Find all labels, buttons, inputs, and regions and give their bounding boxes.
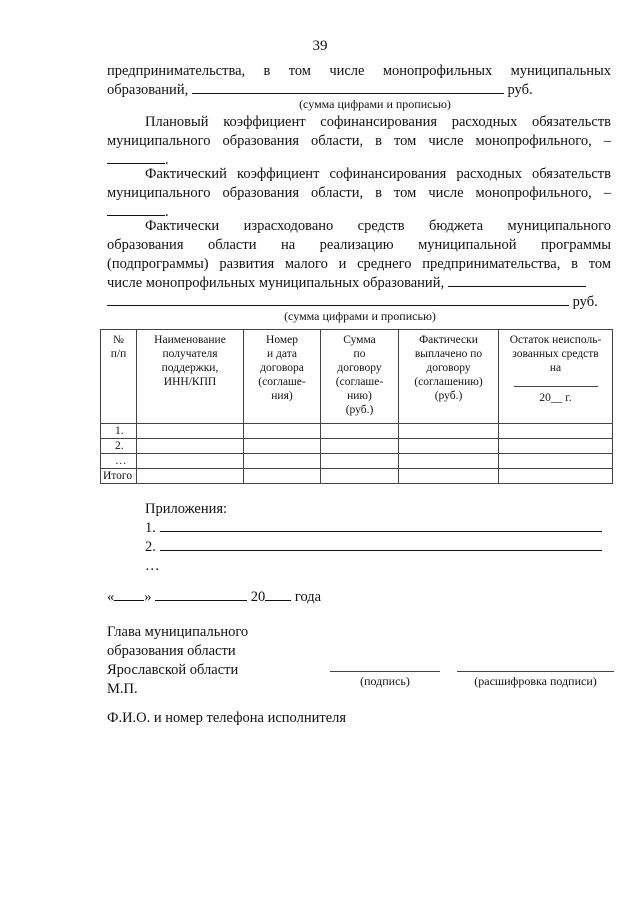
para3-line2: муниципального образования области, в том числе монопрофильного, – [107, 185, 611, 201]
signature-decode-blank [457, 671, 614, 672]
amount-blank-1 [192, 81, 504, 94]
amount-blank-2b [107, 293, 569, 306]
col-header-remainder: Остаток неисполь- зованных средств на 20__ г. [499, 330, 613, 424]
para1-line1: предпринимательства, в том числе монопрофильных муниципальных [107, 63, 611, 79]
para1-prefix: образований, [107, 82, 189, 98]
para3-suffix: . [165, 204, 169, 220]
signature-block [107, 623, 248, 699]
planned-coefficient-blank [107, 151, 165, 164]
attachments-title: Приложения: [145, 501, 228, 517]
signatory-line1: Глава муниципального [107, 624, 249, 640]
table-header-row [101, 330, 613, 424]
date-line: « » 20 года [107, 589, 322, 605]
signature-caption: (подпись) [360, 674, 410, 688]
attachment-item-more: … [145, 558, 160, 574]
col-header-number: № п/п [101, 330, 137, 424]
table-row: … [101, 454, 613, 469]
actual-coefficient-blank [107, 203, 165, 216]
col-header-sum: Сумма по договору (соглаше- нию) (руб.) [321, 330, 399, 424]
col-header-paid: Фактически выплачено по договору (соглашению) (руб.) [399, 330, 499, 424]
table-row: 2. [101, 439, 613, 454]
recipients-table [100, 329, 613, 484]
col-header-recipient: Наименование получателя поддержки, ИНН/КПП [137, 330, 244, 424]
attachment-item-1: 1. [145, 519, 602, 538]
signatory-line3: Ярославской области [107, 662, 239, 678]
para4-suffix: руб. [572, 294, 598, 310]
attachments-block [145, 500, 602, 576]
signatory-line2: образования области [107, 643, 236, 659]
signature-decode-caption: (расшифровка подписи) [474, 674, 597, 688]
paragraph-actual-coefficient [107, 165, 611, 222]
remainder-date-blank [514, 375, 598, 387]
executor-line: Ф.И.О. и номер телефона исполнителя [107, 710, 347, 726]
amount-blank-2a [448, 274, 586, 287]
para4-line4 [107, 274, 611, 293]
para2-suffix: . [165, 152, 169, 168]
attachment-item-2: 2. [145, 538, 602, 557]
para4-line1: Фактически израсходовано средств бюджета муниципального [145, 218, 611, 234]
day-blank [114, 588, 144, 601]
para2-line2: муниципального образования области, в том числе монопрофильного, – [107, 133, 611, 149]
col-header-contract: Номер и дата договора (соглаше- ния) [244, 330, 321, 424]
paragraph-planned-coefficient [107, 113, 611, 170]
para4-line2: образования области на реализацию муниципальной программы [107, 237, 611, 253]
paragraph-spent-funds [107, 217, 611, 312]
table-row: 1. [101, 424, 613, 439]
signature-blank [330, 671, 440, 672]
month-blank [155, 588, 247, 601]
amount-caption-2: (сумма цифрами и прописью) [284, 309, 436, 323]
paragraph-funding-intro [107, 62, 611, 100]
para2-line1: Плановый коэффициент софинансирования расходных обязательств [145, 114, 611, 130]
para4-line3: (подпрограммы) развития малого и среднего предпринимательства, в том [107, 256, 611, 272]
year-blank [265, 588, 291, 601]
stamp-label: М.П. [107, 681, 138, 697]
para4-line4-text: числе монопрофильных муниципальных образований, [107, 275, 445, 291]
para3-line1: Фактический коэффициент софинансирования расходных обязательств [145, 166, 611, 182]
amount-caption-1: (сумма цифрами и прописью) [299, 97, 451, 111]
page-number: 39 [312, 38, 328, 54]
table-total-row: Итого [101, 469, 613, 484]
para1-suffix: руб. [507, 82, 533, 98]
